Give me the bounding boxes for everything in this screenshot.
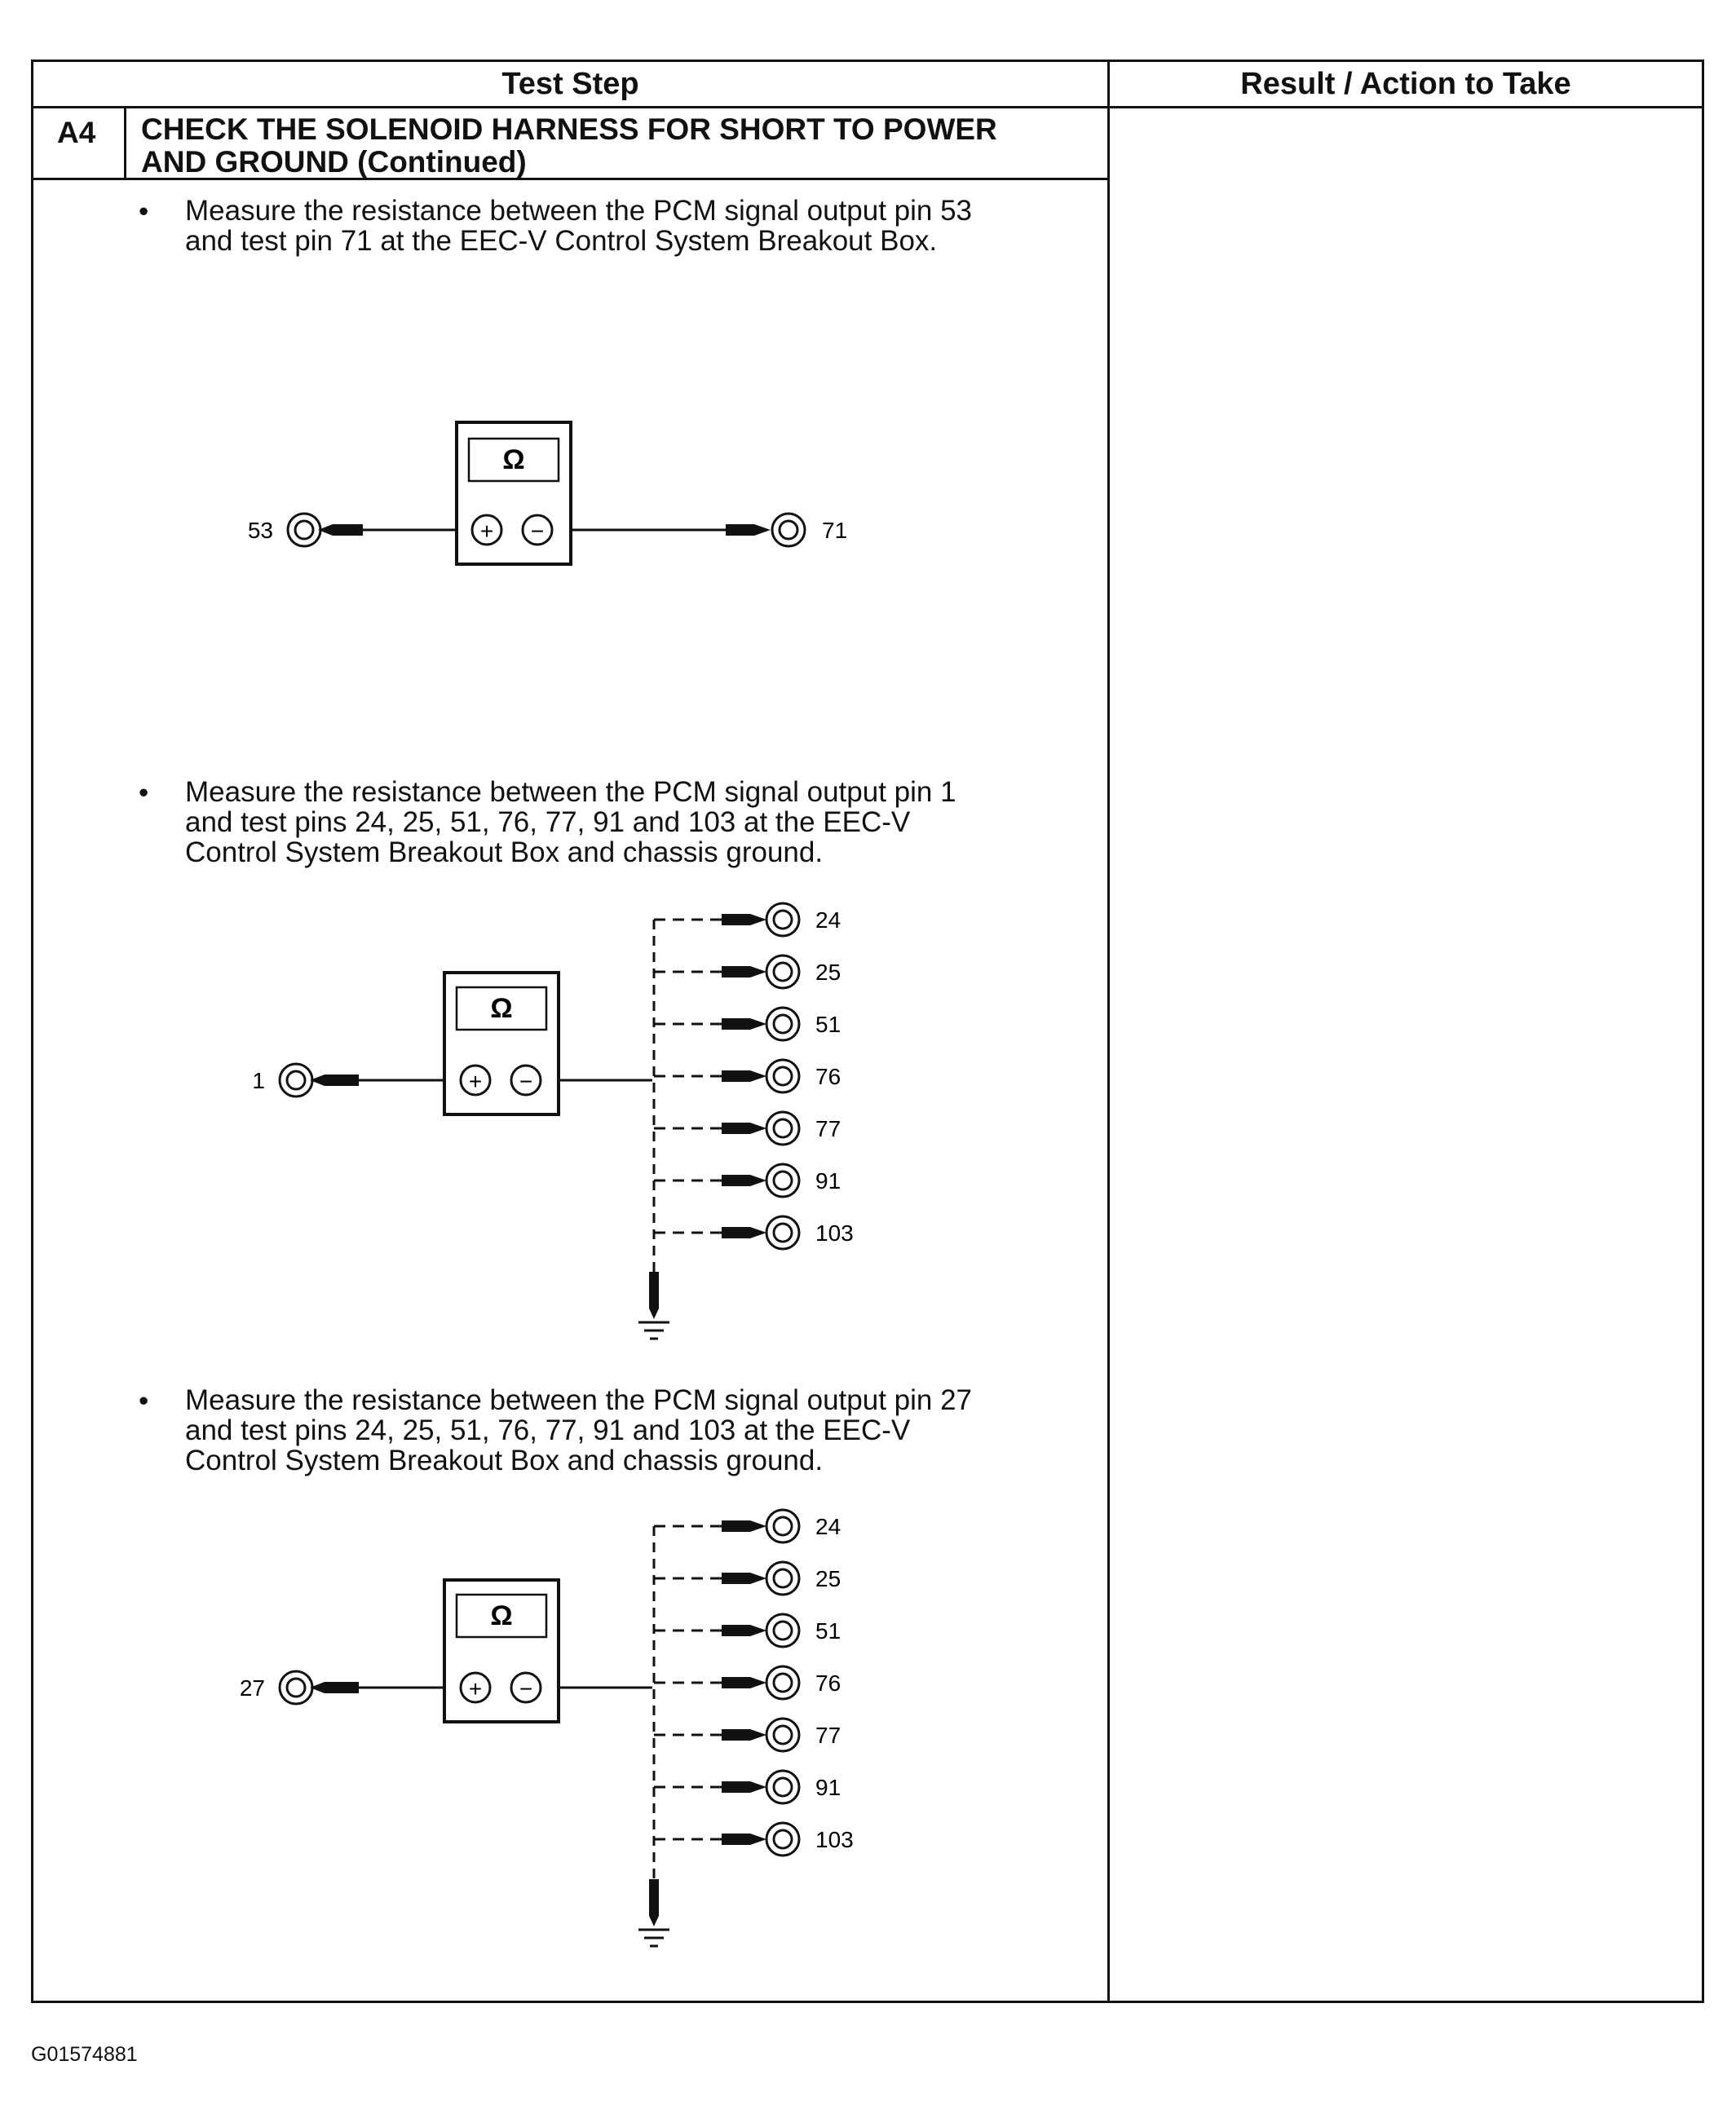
instruction-1-line1: Measure the resistance between the PCM signal output pin 53 [185,195,973,227]
pin-53-label: 53 [247,518,273,543]
pin-label: 76 [815,1670,841,1696]
instruction-3-line1: Measure the resistance between the PCM signal output pin 27 [185,1384,973,1416]
instruction-2-line1: Measure the resistance between the PCM signal output pin 1 [185,776,956,808]
probe-tip-icon [722,1834,766,1845]
pin-label: 103 [815,1220,854,1246]
test-pin-77 [654,1719,841,1751]
pin-label: 91 [815,1775,841,1800]
instruction-3-line2: and test pins 24, 25, 51, 76, 77, 91 and 103 at the EEC-V [185,1414,911,1446]
pin-connector-inner-icon [774,1830,792,1848]
plus-label: + [479,519,494,544]
instruction-2-line3: Control System Breakout Box and chassis ground. [185,836,824,868]
pin-label: 76 [815,1064,841,1089]
instruction-1-line2: and test pin 71 at the EEC-V Control System Breakout Box. [185,225,938,257]
ohm-symbol: Ω [502,444,525,475]
test-pin-91 [654,1771,841,1803]
probe-tip-icon [722,1573,766,1584]
pin-label: 51 [815,1012,841,1037]
header-result-action: Result / Action to Take [1240,67,1571,101]
test-pin-51 [654,1614,841,1647]
pin-label: 25 [815,960,841,985]
pin-connector-inner-icon [774,1778,792,1796]
pin-27-label: 27 [239,1675,265,1701]
pin-label: 77 [815,1723,841,1748]
step-title-line1: CHECK THE SOLENOID HARNESS FOR SHORT TO POWER [141,113,997,146]
minus-label: − [519,1069,533,1094]
test-pin-24 [654,1510,841,1542]
pin-connector-inner-icon [774,1622,792,1639]
figure-code: G01574881 [31,2043,138,2066]
pin-connector-inner-icon [774,1569,792,1587]
pin-connector-inner-icon [774,1674,792,1692]
pin-label: 24 [815,907,841,933]
ohm-symbol: Ω [490,1600,513,1631]
probe-tip-icon [722,1677,766,1688]
pin-label: 77 [815,1116,841,1141]
bullet-icon: • [139,777,149,809]
test-pin-103 [654,1823,854,1856]
plus-label: + [468,1069,483,1094]
probe-tip-icon [722,1520,766,1532]
instruction-2-line2: and test pins 24, 25, 51, 76, 77, 91 and 103 at the EEC-V [185,806,911,838]
probe-tip-icon [722,1781,766,1793]
minus-label: − [530,519,545,544]
bullet-icon: • [139,1385,149,1417]
probe-tip-icon [722,1625,766,1636]
pin-label: 91 [815,1168,841,1194]
pin-label: 24 [815,1514,841,1539]
pin-connector-inner-icon [774,1517,792,1535]
probe-tip-icon [722,1729,766,1741]
plus-label: + [468,1676,483,1701]
pin-label: 25 [815,1566,841,1591]
ohmmeter [444,1580,559,1722]
pin-27-connector-icon [280,1671,359,1704]
step-title-line2: AND GROUND (Continued) [141,145,527,179]
ohm-symbol: Ω [490,993,513,1024]
pin-1-label: 1 [252,1068,265,1093]
minus-label: − [519,1676,533,1701]
pin-connector-inner-icon [774,1726,792,1744]
ground-icon [638,1879,669,1946]
step-id: A4 [57,116,96,149]
test-pin-25 [654,1562,841,1595]
pin-label: 51 [815,1618,841,1644]
header-test-step: Test Step [501,67,639,101]
test-pin-76 [654,1666,841,1699]
bullet-icon: • [139,196,149,227]
pin-71-label: 71 [822,518,848,543]
instruction-3-line3: Control System Breakout Box and chassis ground. [185,1445,824,1476]
pin-label: 103 [815,1827,854,1852]
